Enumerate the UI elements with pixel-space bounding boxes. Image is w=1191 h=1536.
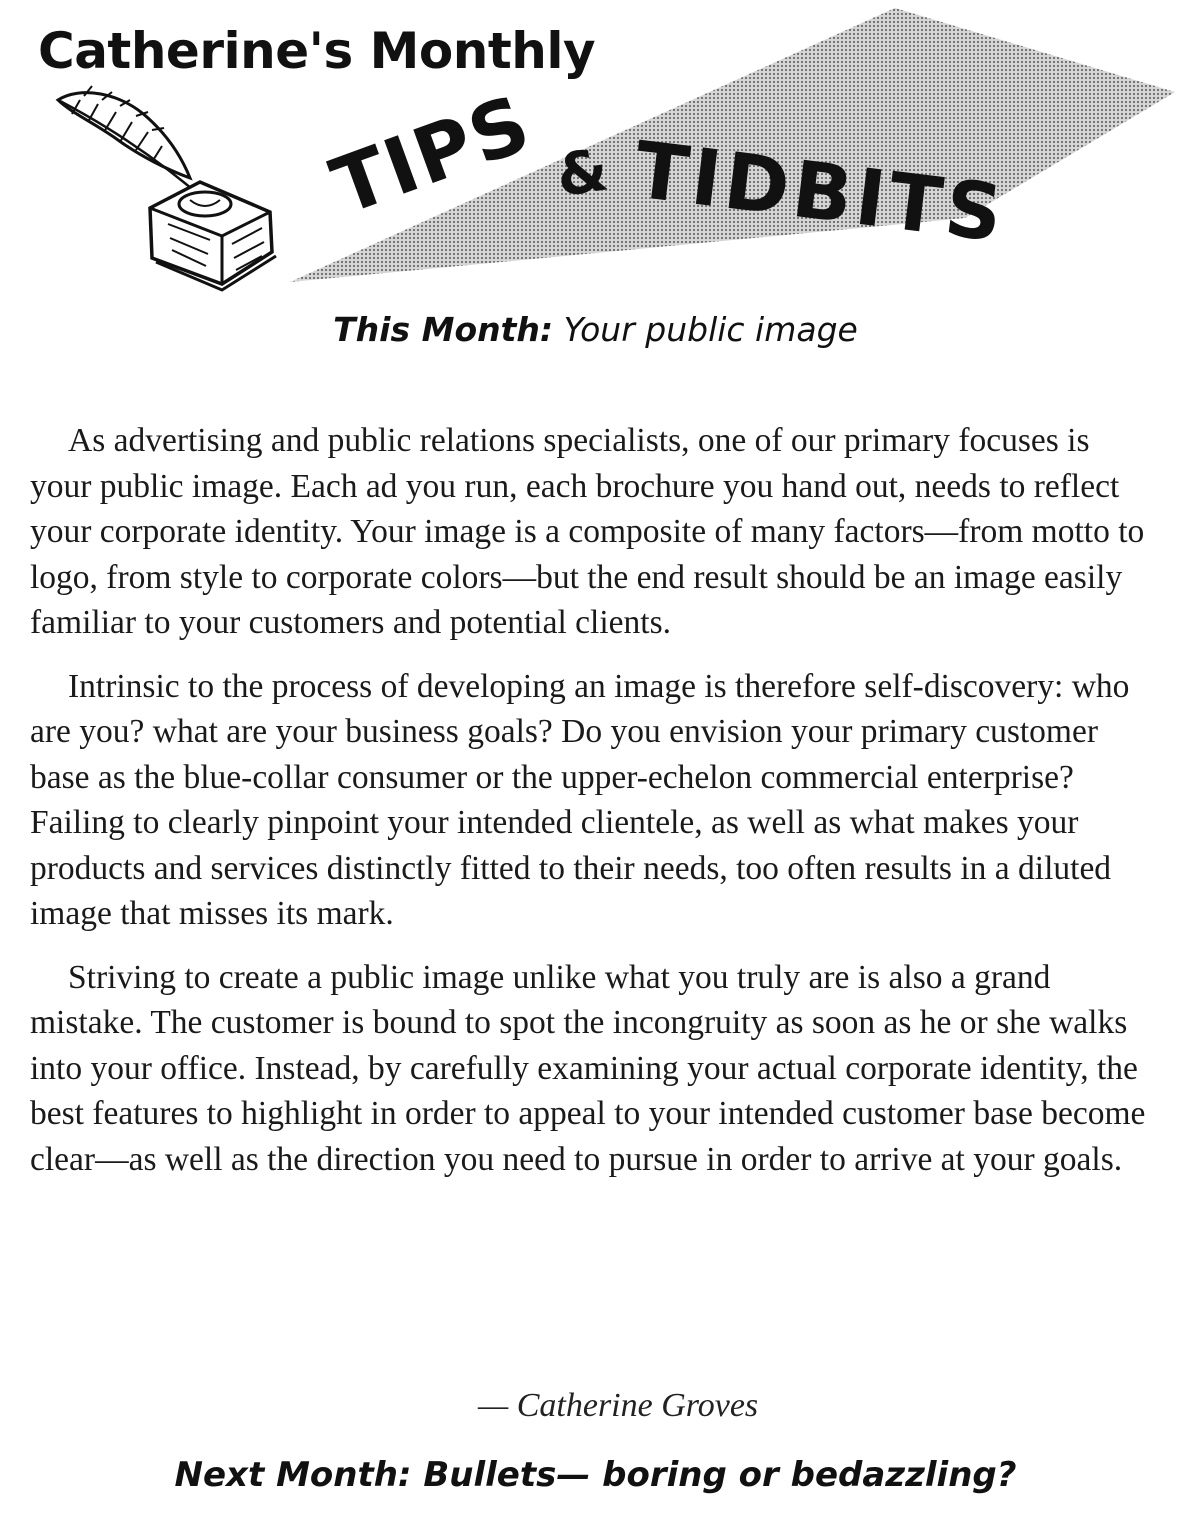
next-month-teaser: Next Month: Bullets— boring or bedazzling? [174, 1455, 1017, 1495]
topic-title: Your public image [563, 310, 858, 349]
banner-ampersand: & [552, 135, 613, 210]
article-body [30, 418, 1150, 1200]
topic-heading [0, 310, 1191, 349]
tips-tidbits-banner [0, 0, 1191, 300]
author-signature: — Catherine Groves [478, 1387, 759, 1424]
article-paragraph: Striving to create a public image unlike what you truly are is also a grand mistake. The customer is bound to spot the incongruity as soon as he or she walks into your office. Instead, by carefully examining your actual corporate identity, the best features to highlight in order to appeal to your intended customer base become clear—as well as the direction you need to pursue in order to arrive at your goals. [30, 958, 1146, 1178]
banner-word-tips: TIPS [320, 78, 543, 233]
article-paragraph: Intrinsic to the process of developing an image is therefore self-discovery: who are you? what are your business goals? Do you envision your primary customer base as the blue-collar consumer or the upper-echelon commercial enterprise? Failing to clearly pinpoint your intended clientele, as well as what makes your products and services distinctly fitted to their needs, too often results in a diluted image that misses its mark. [30, 667, 1130, 932]
banner-word-tidbits: TIDBITS [629, 125, 1011, 261]
topic-lead: This Month: [333, 310, 554, 349]
article-paragraph: As advertising and public relations specialists, one of our primary focuses is your public image. Each ad you run, each brochure you hand out, needs to reflect your corporate identity. Your image is a composite of many factors—from motto to logo, from style to corporate colors—but the end result should be an image easily familiar to your customers and potential clients. [30, 422, 1145, 641]
masthead-title: Catherine's Monthly [38, 22, 596, 80]
quill-and-inkwell-icon [58, 86, 276, 290]
